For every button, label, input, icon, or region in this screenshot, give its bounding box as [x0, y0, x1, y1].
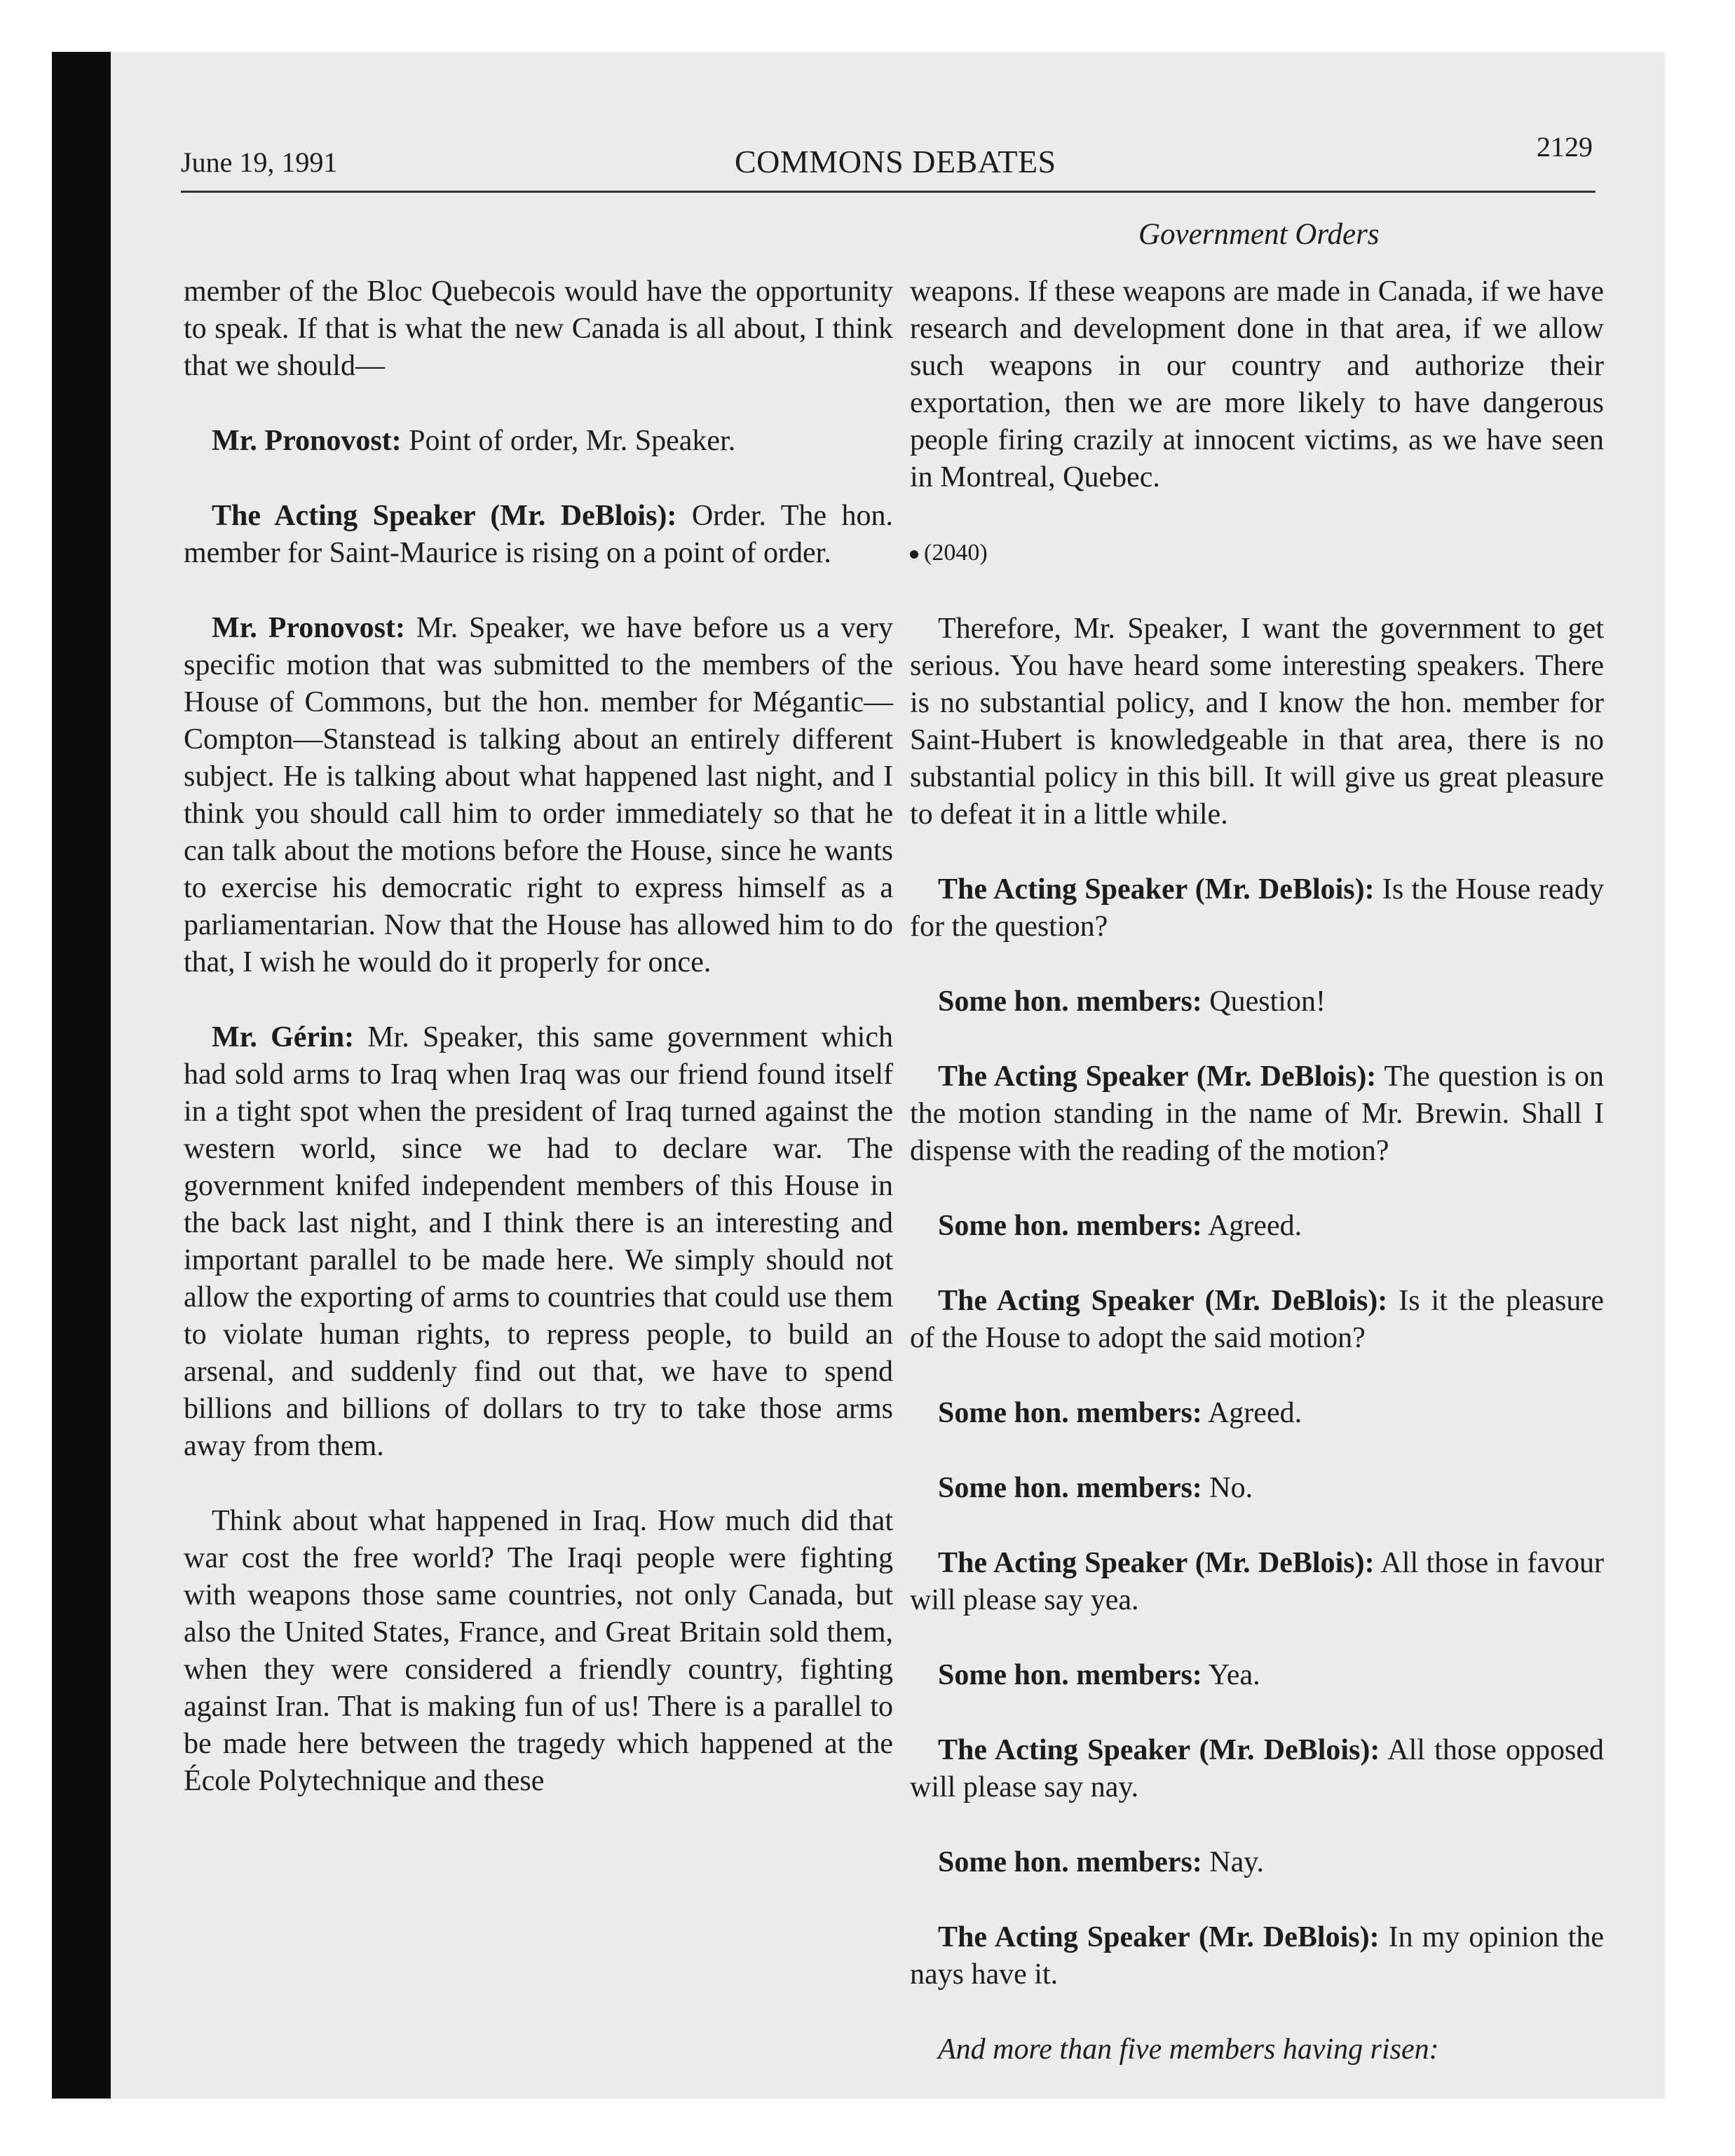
speaker-name: Mr. Gérin: [212, 1021, 355, 1053]
paragraph-text: Mr. Speaker, this same government which had sold arms to Iraq when Iraq was our friend found itself in a tight spot when the president of Iraq turned against the western world, since we had to declare war. The government knifed independent members of this House in the back last night, and I think there is an interesting and important parallel to be made here. We simply should not allow the exporting of arms to countries that could use them to violate human rights, to repress people, to build an arsenal, and suddenly find out that, we have to spend billions and billions of dollars to try to take those arms away from them. [184, 1021, 893, 1462]
header-title: COMMONS DEBATES [735, 144, 1056, 179]
paragraph [910, 610, 1604, 833]
paragraph [910, 2031, 1604, 2068]
paragraph-text: member of the Bloc Quebecois would have the opportunity to speak. If that is what the new Canada is all about, I think that we should— [184, 275, 893, 382]
paragraph [910, 1732, 1604, 1806]
right-column [910, 273, 1604, 2106]
speaker-name: Some hon. members: [938, 1659, 1202, 1691]
paragraph-text: No. [1202, 1472, 1253, 1504]
page-number: 2129 [1537, 131, 1593, 163]
paragraph-text: Is it the pleasure of the House to adopt the said motion? [910, 1285, 1605, 1354]
paragraph [910, 1657, 1604, 1694]
time-marker-text: (2040) [924, 540, 988, 566]
paragraph-text: Think about what happened in Iraq. How much did that war cost the free world? The Iraqi people were fighting with weapons those same countries, not only Canada, but also the United States, France, and Great Britain sold them, when they were considered a friendly country, fighting against Iran. That is making fun of us! There is a parallel to be made here between the tragedy which happened at the École Polytechnique and these [184, 1505, 893, 1797]
paragraph-text: Nay. [1202, 1846, 1265, 1878]
paragraph-text: Question! [1202, 985, 1326, 1018]
paragraph [184, 610, 893, 981]
paragraph [184, 423, 893, 460]
speaker-name: The Acting Speaker (Mr. DeBlois): [938, 1921, 1380, 1953]
time-marker [910, 534, 1604, 571]
left-column [184, 273, 893, 1838]
speaker-name: The Acting Speaker (Mr. DeBlois): [938, 1734, 1380, 1766]
document-page [111, 52, 1665, 2099]
paragraph [910, 1919, 1604, 1993]
paragraph [910, 871, 1604, 946]
paragraph-text: Agreed. [1202, 1397, 1302, 1429]
speaker-name: Mr. Pronovost: [212, 425, 402, 457]
speaker-name: Some hon. members: [938, 1846, 1202, 1878]
speaker-name: Some hon. members: [938, 985, 1202, 1018]
paragraph [910, 1545, 1604, 1619]
paragraph-text: Agreed. [1202, 1210, 1302, 1242]
paragraph-text: Order. The hon. member for Saint-Maurice is rising on a point of order. [184, 500, 893, 569]
paragraph [910, 1470, 1604, 1507]
header-date: June 19, 1991 [181, 146, 338, 178]
paragraph [910, 1844, 1604, 1881]
paragraph-text: The question is on the motion standing in the name of Mr. Brewin. Shall I dispense with the reading of the motion? [910, 1060, 1604, 1167]
paragraph-text: All those in favour will please say yea. [910, 1547, 1604, 1616]
paragraph-text: Yea. [1202, 1659, 1260, 1691]
paragraph [910, 1395, 1604, 1432]
speaker-name: The Acting Speaker (Mr. DeBlois): [938, 1060, 1377, 1093]
paragraph [184, 498, 893, 572]
scan-edge-shadow [52, 52, 111, 2099]
bullet-icon [910, 550, 918, 559]
paragraph [910, 1058, 1604, 1170]
paragraph [910, 273, 1604, 496]
speaker-name: The Acting Speaker (Mr. DeBlois): [938, 1285, 1388, 1317]
speaker-name: Some hon. members: [938, 1397, 1202, 1429]
paragraph-text: And more than five members having risen: [938, 2033, 1439, 2066]
paragraph-text: weapons. If these weapons are made in Canada, if we have research and development done in that area, if we allow such weapons in our country and authorize their exportation, then we are more likely to have dangerous people firing crazily at innocent victims, as we have seen in Montreal, Quebec. [910, 275, 1604, 493]
paragraph [910, 1283, 1604, 1357]
speaker-name: Some hon. members: [938, 1210, 1202, 1242]
speaker-name: The Acting Speaker (Mr. DeBlois): [938, 1547, 1375, 1579]
paragraph-text: Point of order, Mr. Speaker. [401, 425, 736, 457]
paragraph [184, 273, 893, 385]
paragraph-text: In my opinion the nays have it. [910, 1921, 1604, 1991]
paragraph [910, 983, 1604, 1021]
speaker-name: Some hon. members: [938, 1472, 1202, 1504]
speaker-name: Mr. Pronovost: [212, 612, 405, 644]
paragraph [184, 1019, 893, 1465]
header-rule [181, 191, 1595, 193]
paragraph-text: Is the House ready for the question? [910, 873, 1604, 943]
paragraph-text: Therefore, Mr. Speaker, I want the government to get serious. You have heard some interesting speakers. There is no substantial policy, and I know the hon. member for Saint-Hubert is knowledgeable in that area, there is no substantial policy in this bill. It will give us great pleasure to defeat it in a little while. [910, 613, 1604, 831]
paragraph [184, 1503, 893, 1800]
paragraph [910, 1208, 1604, 1245]
speaker-name: The Acting Speaker (Mr. DeBlois): [938, 873, 1375, 906]
speaker-name: The Acting Speaker (Mr. DeBlois): [212, 500, 677, 532]
paragraph-text: All those opposed will please say nay. [910, 1734, 1605, 1803]
section-heading: Government Orders [1138, 218, 1380, 251]
paragraph-text: Mr. Speaker, we have before us a very specific motion that was submitted to the members of the House of Commons, but the hon. member for Mégantic—Compton—Stanstead is talking about an entirely different subject. He is talking about what happened last night, and I think you should call him to order immediately so that he can talk about the motions before the House, since he wants to exercise his democratic right to express himself as a parliamentarian. Now that the House has allowed him to do that, I wish he would do it properly for once. [184, 612, 893, 978]
